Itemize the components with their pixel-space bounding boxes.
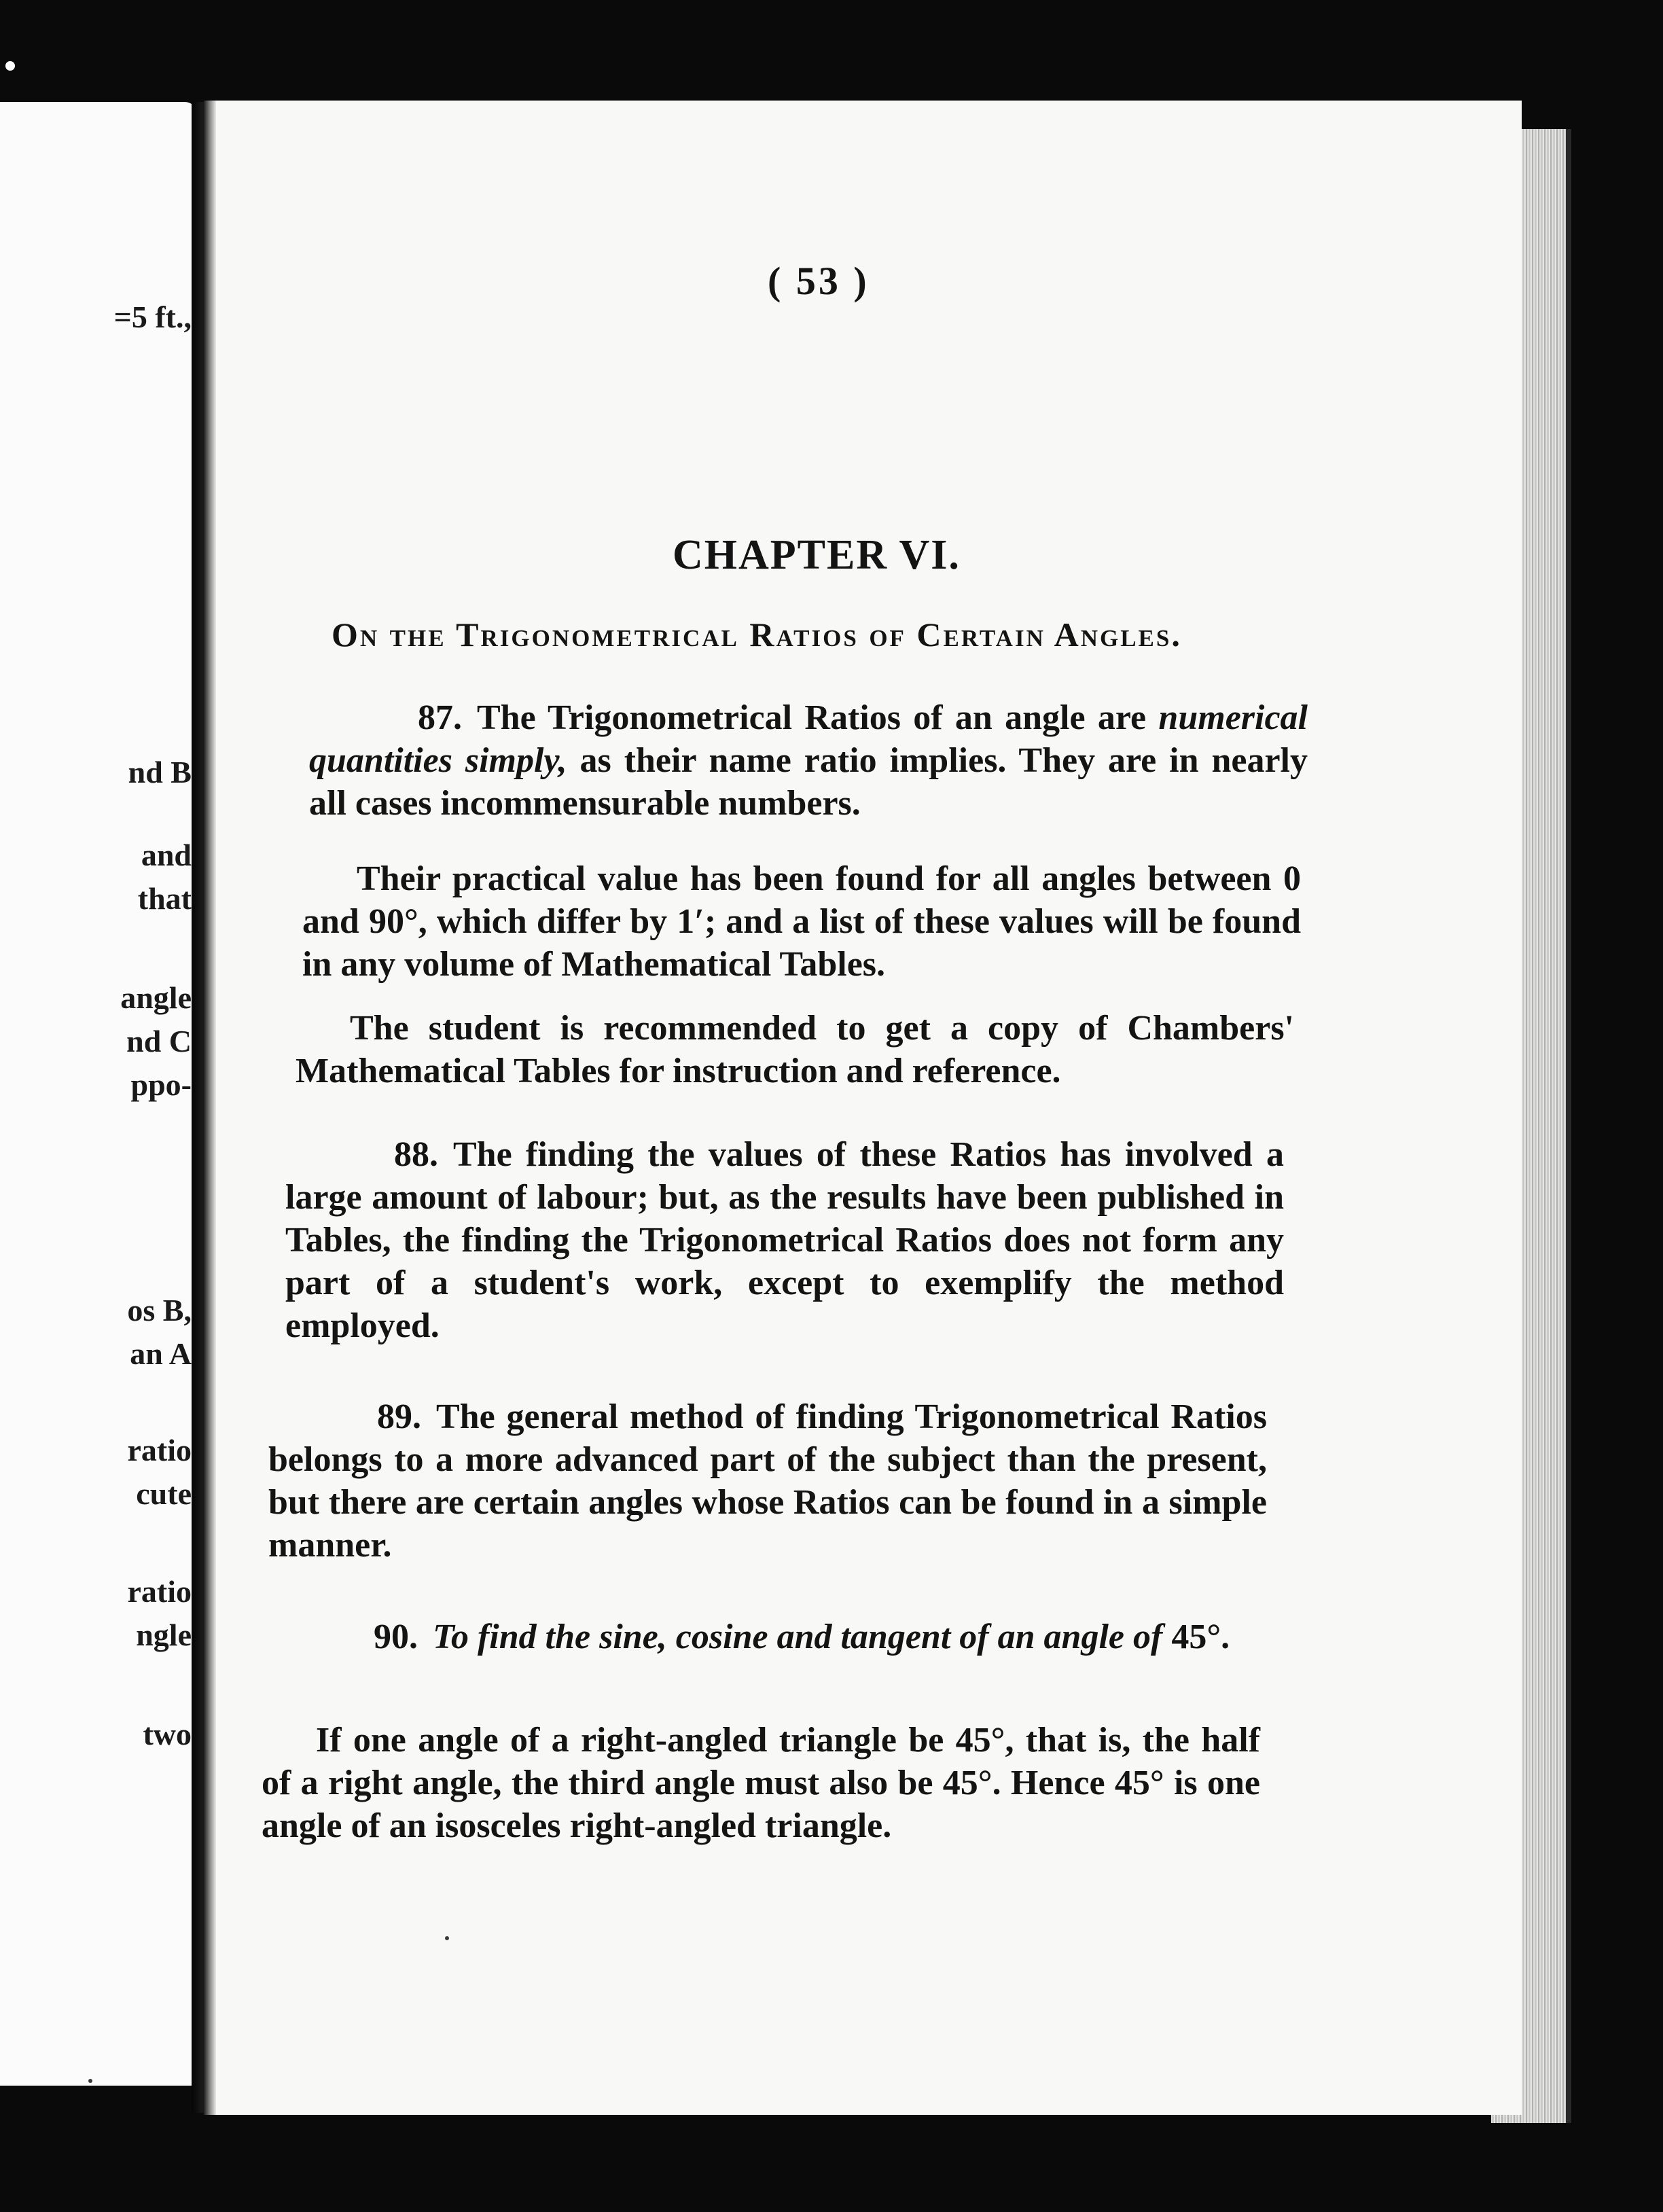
paragraph-text: 45°. [1162, 1618, 1230, 1656]
emphasis-text: To find the sine, cosine and tangent of an angle of [433, 1618, 1163, 1656]
left-fragment: an A [130, 1336, 192, 1371]
scan-speck [88, 2079, 92, 2083]
previous-page [0, 102, 197, 2086]
chapter-subtitle: On the Trigonometrical Ratios of Certain Angles. [332, 616, 1182, 654]
paragraph-number: 89. [377, 1397, 421, 1436]
left-fragment: ppo- [130, 1067, 192, 1102]
left-fragment: angle [120, 980, 192, 1015]
paragraph-text: The general method of finding Trigonometrical Ratios belongs to a more advanced part of the subject than the present, but there are certain angles whose Ratios can be found in a simple manner. [268, 1397, 1267, 1565]
left-fragment: ngle [136, 1618, 192, 1652]
paragraph-text: as their name ratio implies. They are in nearly all cases incommensurable numbers. [309, 741, 1308, 823]
paragraph-number: 90. [374, 1618, 418, 1656]
paragraph-text: The finding the values of these Ratios has involved a large amount of labour; but, as the results have been published in Tables, the finding the Trigonometrical Ratios does not form any part of a student's work, except to exemplify the method employed. [285, 1135, 1284, 1345]
left-fragment: and [141, 838, 192, 872]
paragraph-87 [309, 696, 1308, 825]
left-fragment: cute [136, 1476, 192, 1511]
paragraph-practical-value: Their practical value has been found for all angles between 0 and 90°, which differ by 1′; and a list of these values will be found in any volume of Mathematical Tables. [302, 859, 1301, 984]
paragraph-89 [268, 1395, 1267, 1567]
left-fragment: that [137, 881, 192, 916]
left-fragment: two [143, 1717, 192, 1751]
left-fragment: os B, [127, 1293, 192, 1327]
left-fragment: nd B [128, 755, 192, 789]
page-spine-shadow [204, 101, 216, 2115]
paragraph-number: 88. [394, 1135, 438, 1174]
left-fragment: nd C [126, 1024, 192, 1058]
paragraph-90 [265, 1616, 1264, 1658]
scan-speck [445, 1936, 449, 1940]
paragraph-isosceles: If one angle of a right-angled triangle be 45°, that is, the half of a right angle, the third angle must also be 45°. Hence 45° is one angle of an isosceles right-angled triangle. [262, 1721, 1260, 1845]
paragraph-number: 87. [418, 698, 462, 737]
page-number: ( 53 ) [768, 259, 870, 303]
paragraph-chambers-tables: The student is recommended to get a copy of Chambers' Mathematical Tables for instruction and reference. [296, 1009, 1294, 1090]
emphasis-text: numerical quantities simply, [309, 698, 1308, 780]
left-fragment: ratio [127, 1433, 192, 1467]
left-fragment: =5 ft., [113, 300, 192, 334]
scan-speck [5, 61, 15, 71]
chapter-title: CHAPTER VI. [673, 532, 961, 578]
left-fragment: ratio [127, 1574, 192, 1609]
paragraph-88 [285, 1133, 1284, 1347]
paragraph-text: The Trigonometrical Ratios of an angle are [477, 698, 1159, 737]
